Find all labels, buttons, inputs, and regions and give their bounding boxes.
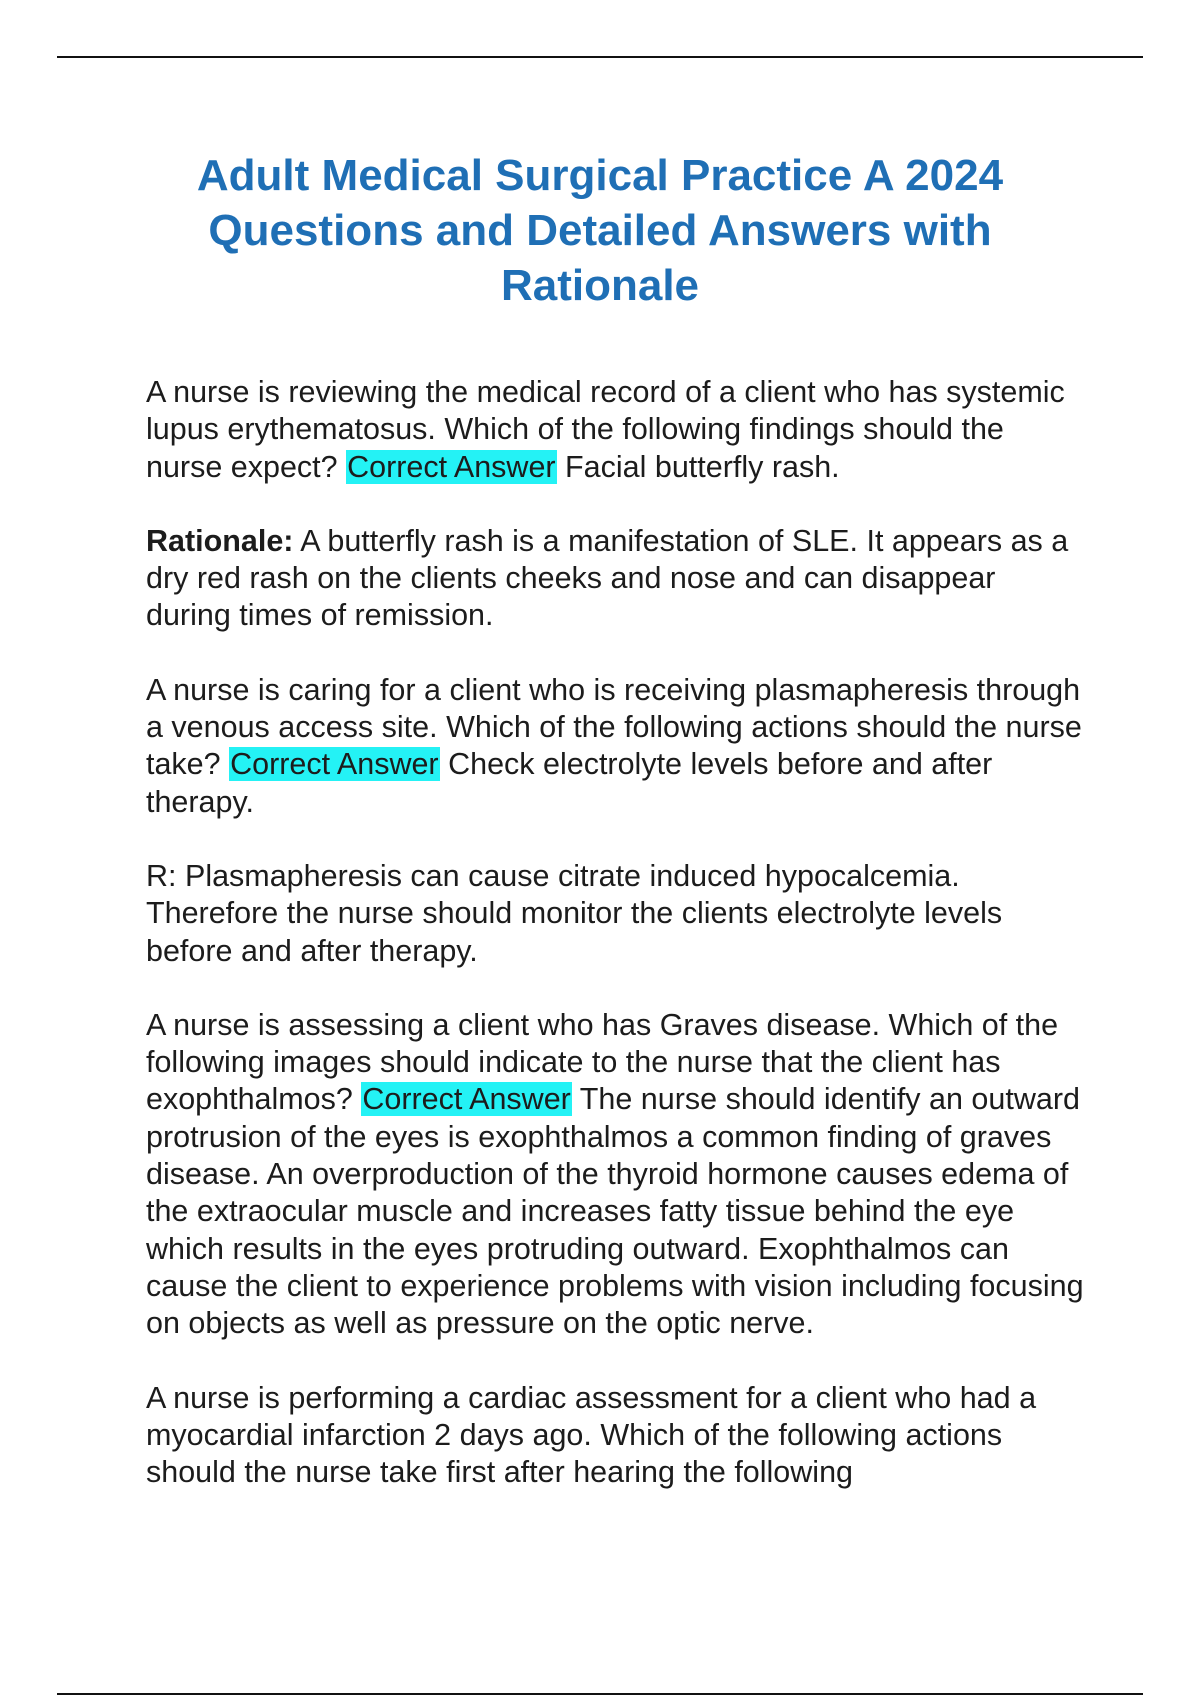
question-paragraph-4 <box>146 1380 1086 1492</box>
question-text: A nurse is assessing a client who has Graves disease. Which of the following images should indicate to the nurse that the client has exophthalmos? <box>146 1007 1059 1117</box>
qa-paragraph-2 <box>146 672 1086 821</box>
qa-paragraph-1 <box>146 374 1086 486</box>
document-body <box>146 374 1086 1528</box>
rationale-paragraph-1 <box>146 523 1086 635</box>
top-rule <box>57 56 1143 58</box>
question-text: A nurse is caring for a client who is receiving plasmapheresis through a venous access site. Which of the following actions should the nurse take? <box>146 672 1082 782</box>
question-text: A nurse is reviewing the medical record of a client who has systemic lupus erythematosus. Which of the following findings should the nurse expect? <box>146 375 1065 484</box>
question-text: A nurse is performing a cardiac assessment for a client who had a myocardial infarction 2 days ago. Which of the following actions should the nurse take first after hearing the following <box>146 1380 1037 1490</box>
document-title: Adult Medical Surgical Practice A 2024 Questions and Detailed Answers with Rationale <box>196 151 1004 310</box>
bottom-rule <box>57 1693 1143 1695</box>
rationale-text: A butterfly rash is a manifestation of SLE. It appears as a dry red rash on the clients cheeks and nose and can disappear during times of remission. <box>146 523 1069 633</box>
answer-text: Facial butterfly rash. <box>565 449 840 484</box>
answer-text: Check electrolyte levels before and after therapy. <box>146 747 993 819</box>
correct-answer-highlight: Correct Answer <box>230 747 439 782</box>
rationale-label: Rationale: <box>146 523 294 558</box>
rationale-paragraph-2 <box>146 858 1086 970</box>
rationale-text: R: Plasmapheresis can cause citrate induced hypocalcemia. Therefore the nurse should monitor the clients electrolyte levels before and after therapy. <box>146 858 1003 968</box>
qa-paragraph-3 <box>146 1007 1086 1343</box>
correct-answer-highlight: Correct Answer <box>347 449 556 484</box>
correct-answer-highlight: Correct Answer <box>362 1082 571 1117</box>
answer-text: The nurse should identify an outward protrusion of the eyes is exophthalmos a common finding of graves disease. An overproduction of the thyroid hormone causes edema of the extraocular muscle and increases fatty tissue behind the eye which results in the eyes protruding outward. Exophthalmos can cause the client to experience problems with vision including focusing on objects as well as pressure on the optic nerve. <box>146 1082 1084 1341</box>
